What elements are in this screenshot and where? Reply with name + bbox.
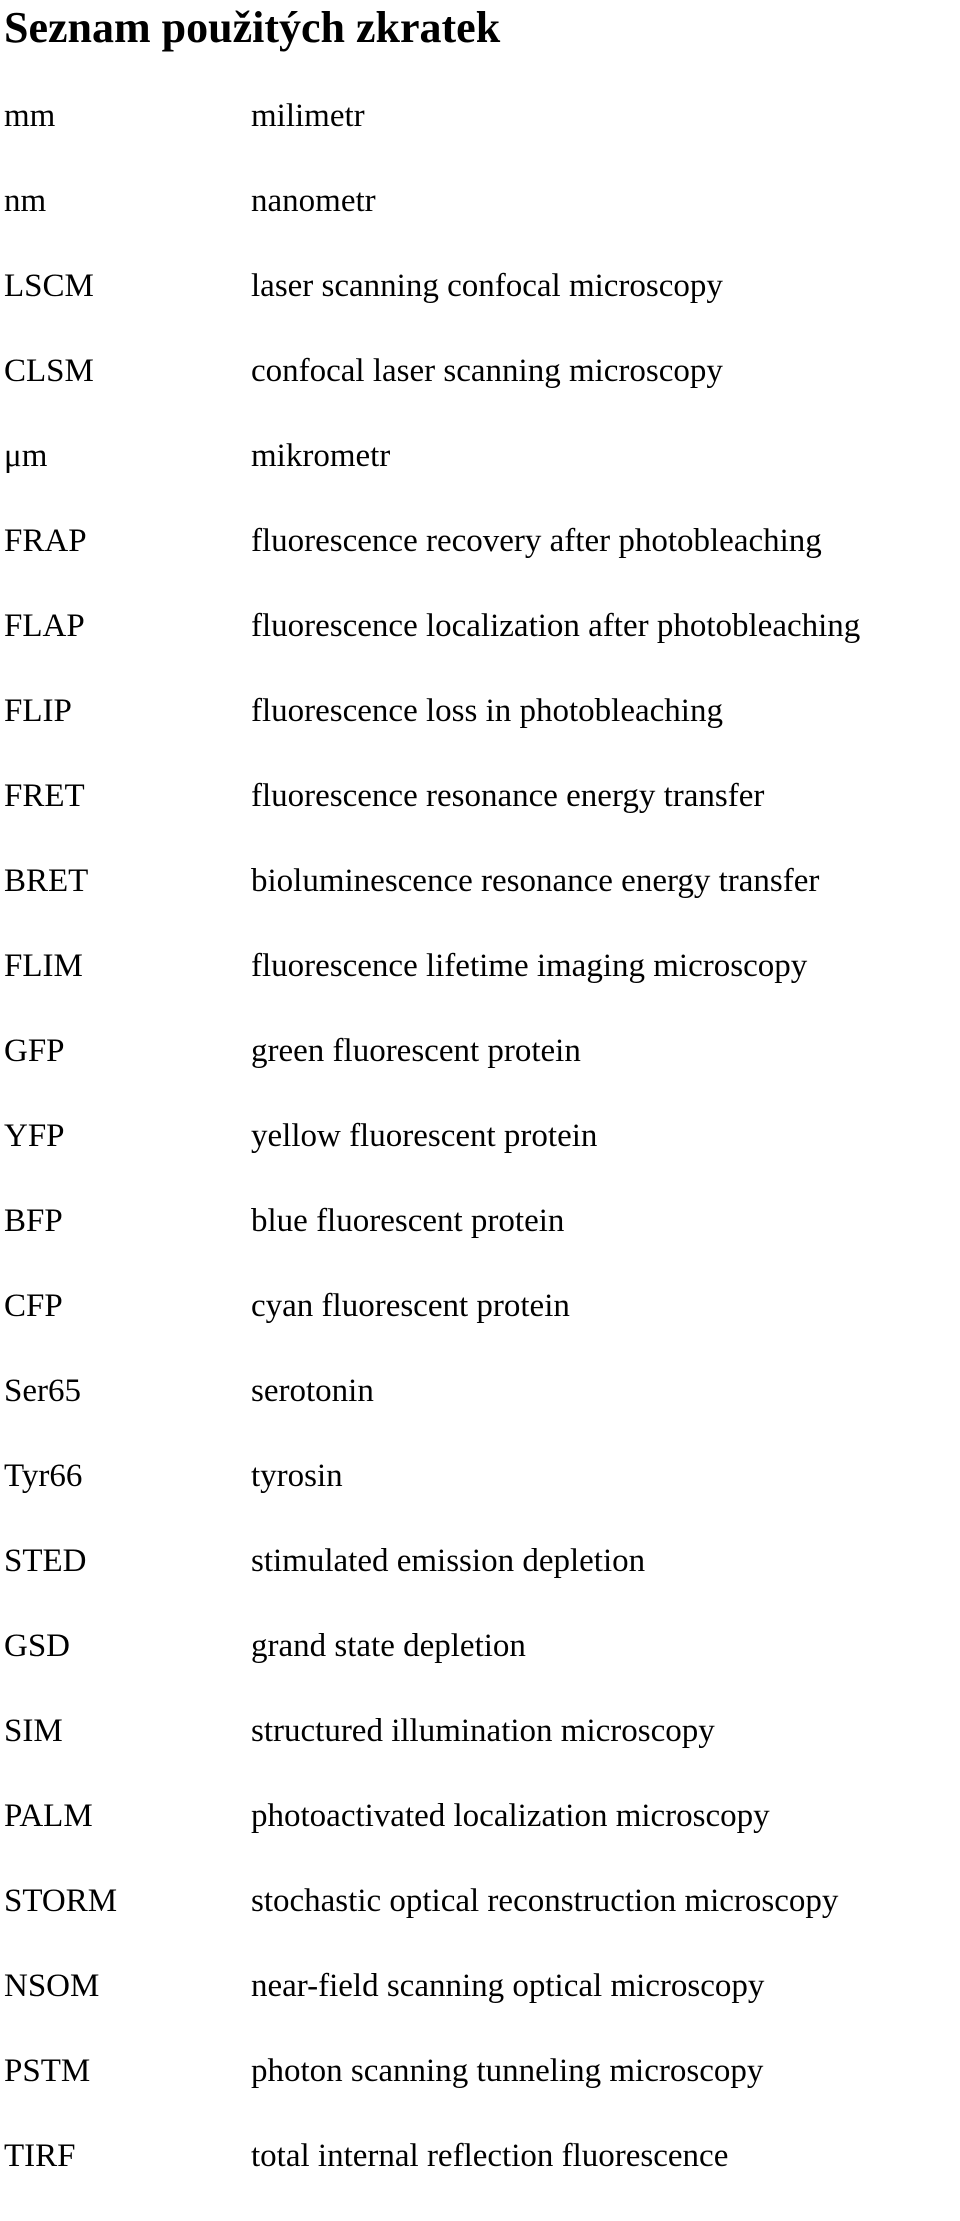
abbreviation-term: BRET — [4, 863, 89, 899]
abbreviation-term: nm — [4, 183, 47, 219]
abbreviation-definition: stochastic optical reconstruction microscopy — [251, 1883, 839, 1919]
abbreviation-term: TIRF — [4, 2138, 76, 2174]
abbreviation-definition: fluorescence resonance energy transfer — [251, 778, 765, 814]
abbreviation-definition: green fluorescent protein — [251, 1033, 581, 1069]
abbreviation-definition: grand state depletion — [251, 1628, 526, 1664]
abbreviation-term: FRET — [4, 778, 85, 814]
abbreviation-row — [0, 1456, 960, 1541]
abbreviation-row — [0, 1796, 960, 1881]
abbreviation-row — [0, 436, 960, 521]
abbreviation-definition: photoactivated localization microscopy — [251, 1798, 770, 1834]
abbreviation-term: STED — [4, 1543, 87, 1579]
abbreviation-row — [0, 266, 960, 351]
abbreviation-definition: near-field scanning optical microscopy — [251, 1968, 765, 2004]
abbreviation-row — [0, 1201, 960, 1286]
abbreviation-term: Ser65 — [4, 1373, 81, 1409]
abbreviation-term: FLIM — [4, 948, 83, 984]
abbreviation-term: PALM — [4, 1798, 93, 1834]
page-title: Seznam použitých zkratek — [4, 3, 501, 52]
abbreviation-definition: fluorescence recovery after photobleaching — [251, 523, 822, 559]
abbreviation-row — [0, 2051, 960, 2136]
abbreviation-term: CFP — [4, 1288, 63, 1324]
abbreviation-row — [0, 1371, 960, 1456]
abbreviation-row — [0, 2136, 960, 2221]
abbreviation-term: FRAP — [4, 523, 87, 559]
abbreviation-row — [0, 606, 960, 691]
abbreviation-row — [0, 1881, 960, 1966]
abbreviation-term: PSTM — [4, 2053, 91, 2089]
abbreviation-term: FLIP — [4, 693, 72, 729]
abbreviation-term: CLSM — [4, 353, 94, 389]
abbreviation-definition: fluorescence loss in photobleaching — [251, 693, 723, 729]
abbreviation-row — [0, 691, 960, 776]
abbreviation-term: FLAP — [4, 608, 85, 644]
abbreviation-definition: cyan fluorescent protein — [251, 1288, 570, 1324]
abbreviation-term: NSOM — [4, 1968, 100, 2004]
abbreviation-row — [0, 96, 960, 181]
abbreviation-list — [0, 96, 960, 2221]
abbreviation-definition: blue fluorescent protein — [251, 1203, 565, 1239]
abbreviation-row — [0, 861, 960, 946]
abbreviation-term: STORM — [4, 1883, 118, 1919]
abbreviation-definition: structured illumination microscopy — [251, 1713, 715, 1749]
abbreviation-definition: fluorescence lifetime imaging microscopy — [251, 948, 808, 984]
abbreviation-definition: photon scanning tunneling microscopy — [251, 2053, 764, 2089]
abbreviation-term: Tyr66 — [4, 1458, 83, 1494]
abbreviation-row — [0, 181, 960, 266]
abbreviation-row — [0, 1966, 960, 2051]
abbreviation-definition: laser scanning confocal microscopy — [251, 268, 723, 304]
abbreviation-definition: milimetr — [251, 98, 365, 134]
abbreviation-definition: serotonin — [251, 1373, 374, 1409]
abbreviation-definition: nanometr — [251, 183, 376, 219]
abbreviation-definition: yellow fluorescent protein — [251, 1118, 598, 1154]
abbreviation-row — [0, 1626, 960, 1711]
abbreviation-term: μm — [4, 438, 48, 474]
abbreviation-definition: mikrometr — [251, 438, 391, 474]
abbreviation-row — [0, 1031, 960, 1116]
abbreviation-term: BFP — [4, 1203, 63, 1239]
abbreviation-term: GFP — [4, 1033, 65, 1069]
abbreviation-definition: tyrosin — [251, 1458, 343, 1494]
abbreviation-term: mm — [4, 98, 56, 134]
abbreviation-term: YFP — [4, 1118, 65, 1154]
abbreviation-definition: confocal laser scanning microscopy — [251, 353, 723, 389]
abbreviation-row — [0, 946, 960, 1031]
abbreviation-term: SIM — [4, 1713, 63, 1749]
abbreviation-term: GSD — [4, 1628, 71, 1664]
abbreviation-row — [0, 351, 960, 436]
abbreviation-row — [0, 1711, 960, 1796]
abbreviation-row — [0, 776, 960, 861]
abbreviation-definition: total internal reflection fluorescence — [251, 2138, 729, 2174]
abbreviation-definition: fluorescence localization after photobleaching — [251, 608, 861, 644]
abbreviation-definition: bioluminescence resonance energy transfer — [251, 863, 820, 899]
abbreviation-row — [0, 1116, 960, 1201]
abbreviation-row — [0, 521, 960, 606]
abbreviation-term: LSCM — [4, 268, 94, 304]
abbreviation-row — [0, 1541, 960, 1626]
abbreviation-row — [0, 1286, 960, 1371]
abbreviation-definition: stimulated emission depletion — [251, 1543, 646, 1579]
